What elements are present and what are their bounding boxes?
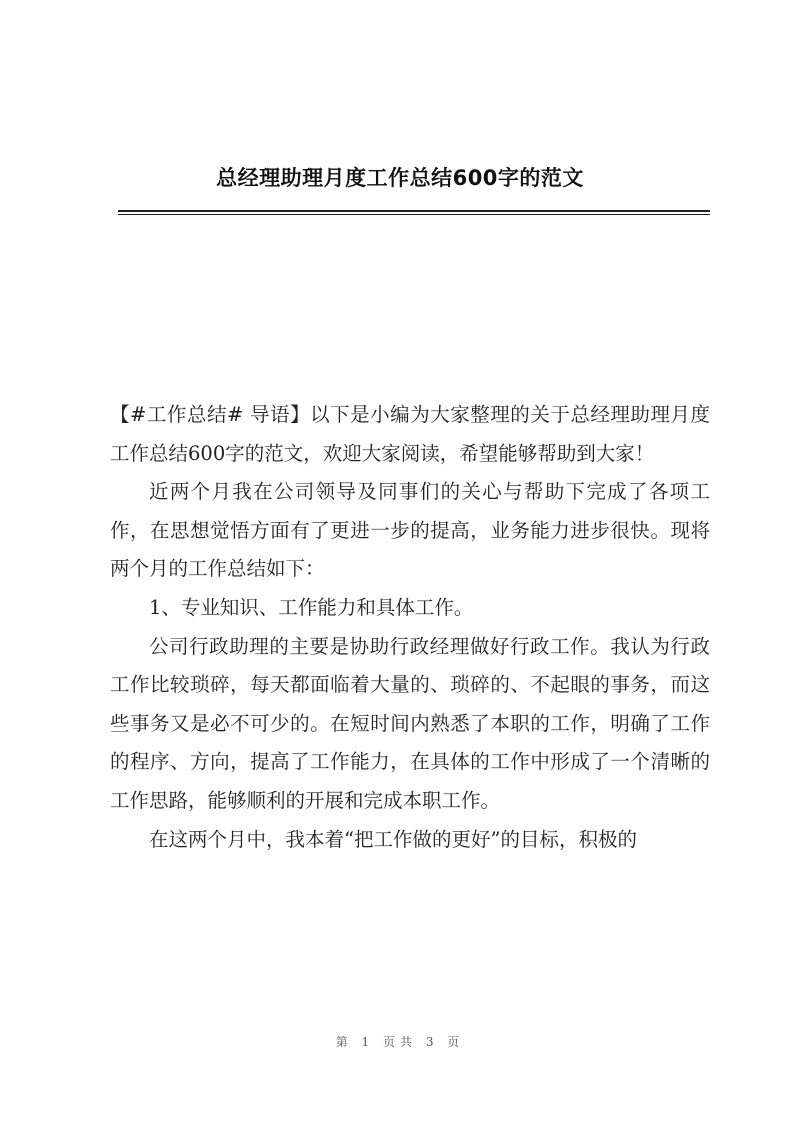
page-title: 总经理助理月度工作总结600字的范文	[216, 166, 584, 190]
paragraph: 近两个月我在公司领导及同事们的关心与帮助下完成了各项工作，在思想觉悟方面有了更进一步的提高，业务能力进步很快。现将两个月的工作总结如下：	[110, 480, 710, 581]
section-heading: 1、专业知识、工作能力和具体工作。	[149, 595, 474, 619]
title-divider	[118, 210, 710, 212]
page-number: 第 1 页共 3 页	[335, 1035, 465, 1049]
paragraph: 公司行政助理的主要是协助行政经理做好行政工作。我认为行政工作比较琐碎，每天都面临着大量的、琐碎的、不起眼的事务，而这些事务又是必不可少的。在短时间内熟悉了本职的工作，明确了工作的程序、方向，提高了工作能力，在具体的工作中形成了一个清晰的工作思路，能够顺利的开展和完成本职工作。	[110, 634, 710, 812]
paragraph: 在这两个月中，我本着“把工作做的更好”的目标，积极的	[149, 827, 637, 851]
title-divider-thin	[118, 214, 710, 215]
paragraph-intro: 【#工作总结# 导语】以下是小编为大家整理的关于总经理助理月度工作总结600字的范文，欢迎大家阅读，希望能够帮助到大家！	[110, 403, 710, 465]
document-body	[110, 396, 710, 859]
